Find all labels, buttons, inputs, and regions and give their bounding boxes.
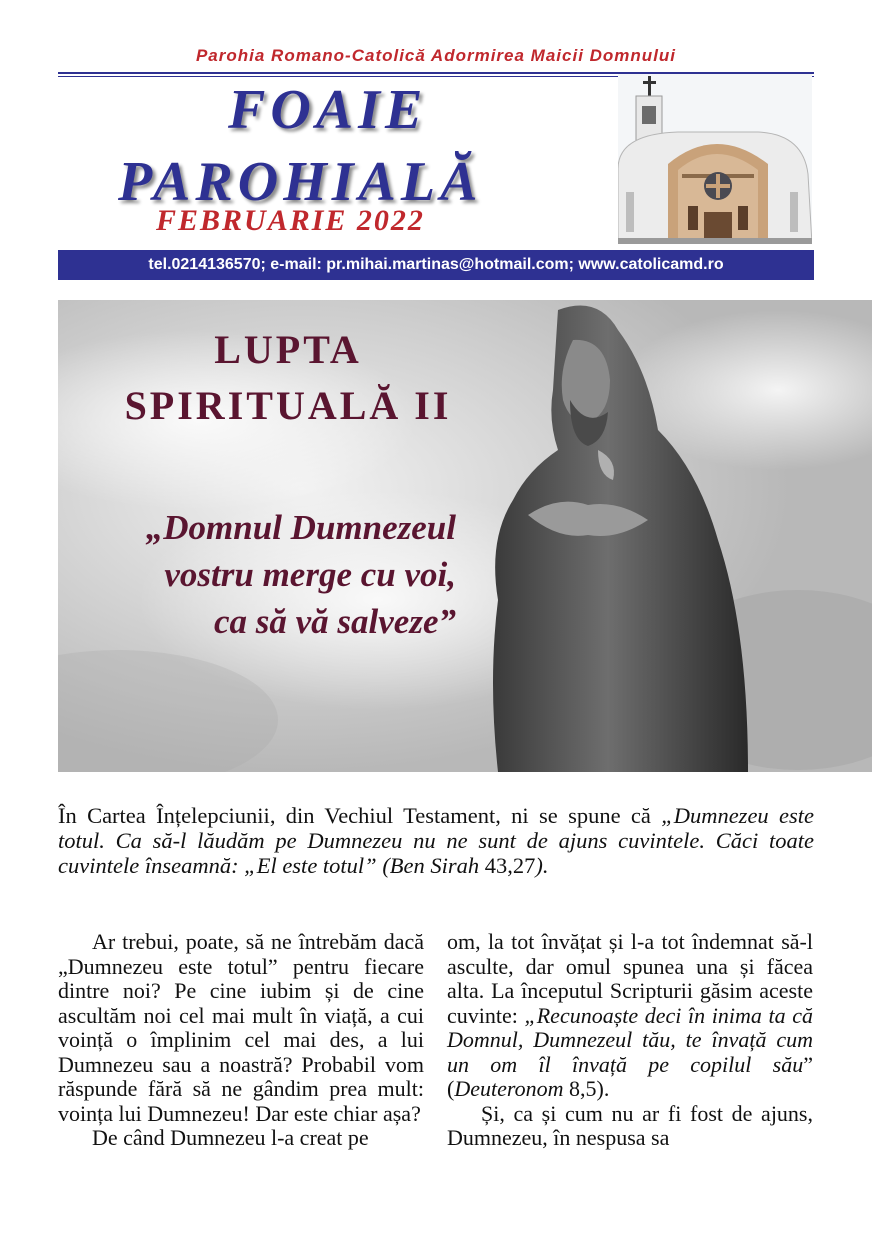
hero-title-line2: SPIRITUALĂ II xyxy=(124,383,452,428)
paragraph: De când Dumnezeu l-a creat pe xyxy=(92,1125,369,1150)
hero-banner xyxy=(58,300,872,772)
paragraph: Ar trebui, poate, să ne întrebăm dacă „Dumnezeu este totul” pentru fiecare dintre noi? Pe cine iubim și de cine ascultăm noi cel mai mult în viață, a cui voință o împlinim cel mai des, a lui Dumnezeu sau a noastră? Probabil vom răspunde fără să ne gândim prea mult: voința lui Dumnezeu! Dar este chiar așa? xyxy=(58,929,424,1126)
paragraph xyxy=(447,930,813,1102)
intro-end: ). xyxy=(535,853,549,878)
text: ” ( xyxy=(447,1051,813,1101)
church-image xyxy=(618,74,812,244)
masthead-title-line2: PAROHIALĂ xyxy=(118,151,483,213)
scripture-quote: „Recunoaște deci în inima ta că Domnul, Dumnezeul tău, te învață cum un om îl învață pe copilul său xyxy=(447,1002,813,1077)
intro-reference: 43,27 xyxy=(484,853,536,878)
scripture-book: Deuteronom xyxy=(454,1076,564,1101)
scripture-verse: 8,5). xyxy=(563,1076,610,1101)
intro-paragraph xyxy=(58,803,814,878)
hero-quote-line3: ca să vă salveze” xyxy=(213,602,456,641)
hero-title-line1: LUPTA xyxy=(214,327,362,372)
hero-quote-line2: vostru merge cu voi, xyxy=(164,555,456,594)
paragraph: Și, ca și cum nu ar fi fost de ajuns, Dumnezeu, în nespusa sa xyxy=(447,1100,813,1150)
contact-bar: tel.0214136570; e-mail: pr.mihai.martinas@hotmail.com; www.catolicamd.ro xyxy=(58,250,814,280)
text: om, la tot învățat și l-a tot îndemnat să-l asculte, dar omul spunea una și făcea alta. La începutul Scripturii găsim aceste cuvinte: xyxy=(447,929,813,1028)
column-right xyxy=(447,930,813,1151)
column-left xyxy=(58,930,424,1151)
parish-name: Parohia Romano-Catolică Adormirea Maicii Domnului xyxy=(195,46,677,65)
intro-text: În Cartea Înțelepciunii, din Vechiul Testament, ni se spune că xyxy=(58,803,662,828)
intro-quote: „Dumnezeu este totul. Ca să-l lăudăm pe Dumnezeu nu ne sunt de ajuns cuvintele. Căci toate cuvintele înseamnă: „El este totul” (Ben Sirah xyxy=(58,803,814,878)
hero-quote xyxy=(58,504,456,645)
issue-date: FEBRUARIE 2022 xyxy=(156,204,425,237)
hero-title xyxy=(58,322,518,434)
hero-quote-line1: „Domnul Dumnezeul xyxy=(145,508,456,547)
masthead-title-line1: FOAIE xyxy=(228,79,428,141)
